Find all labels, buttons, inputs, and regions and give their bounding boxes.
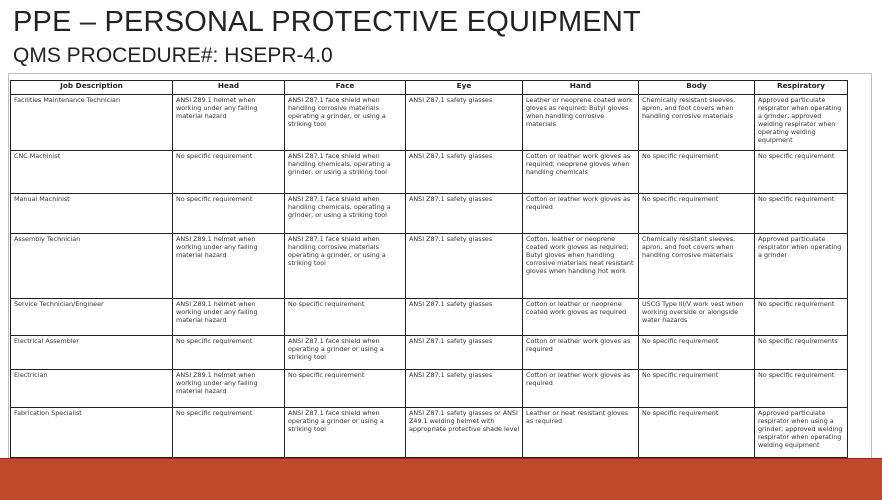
- cell-job: Electrical Assembler: [11, 336, 173, 370]
- cell-body: No specific requirement: [639, 370, 755, 408]
- table-row: [11, 194, 848, 234]
- cell-head: ANSI Z89.1 helmet when working under any falling material hazard: [173, 95, 285, 151]
- cell-hand: Leather or heat resistant gloves as required: [523, 408, 639, 458]
- cell-head: No specific requirement: [173, 151, 285, 194]
- cell-respiratory: No specific requirement: [755, 370, 848, 408]
- cell-eye: ANSI Z87.1 safety glasses: [406, 95, 523, 151]
- cell-respiratory: No specific requirements: [755, 336, 848, 370]
- header-respiratory: Respiratory: [755, 81, 848, 95]
- cell-eye: ANSI Z87.1 safety glasses: [406, 234, 523, 299]
- cell-head: ANSI Z89.1 helmet when working under any falling material hazard: [173, 234, 285, 299]
- header-body: Body: [639, 81, 755, 95]
- cell-respiratory: Approved particulate respirator when using a grinder; approved welding respirator when operating welding equipment: [755, 408, 848, 458]
- cell-head: No specific requirement: [173, 336, 285, 370]
- header-head: Head: [173, 81, 285, 95]
- header-job-description: Job Description: [11, 81, 173, 95]
- table-row: [11, 151, 848, 194]
- cell-respiratory: No specific requirement: [755, 151, 848, 194]
- cell-face: ANSI Z87.1 face shield when handling corrosive materials operating a grinder, or using a striking tool: [285, 234, 406, 299]
- cell-eye: ANSI Z87.1 safety glasses: [406, 151, 523, 194]
- cell-body: No specific requirement: [639, 194, 755, 234]
- cell-respiratory: No specific requirement: [755, 194, 848, 234]
- cell-eye: ANSI Z87.1 safety glasses or ANSI Z49.1 welding helmet with appropriate protective shade level: [406, 408, 523, 458]
- cell-job: Service Technician/Engineer: [11, 299, 173, 336]
- cell-hand: Cotton or leather work gloves as required; neoprene gloves when handling chemicals: [523, 151, 639, 194]
- cell-hand: Cotton or leather work gloves as required: [523, 336, 639, 370]
- cell-face: No specific requirement: [285, 299, 406, 336]
- table-row: [11, 336, 848, 370]
- cell-job: Facilities Maintenance Technician: [11, 95, 173, 151]
- cell-job: CNC Machinist: [11, 151, 173, 194]
- cell-face: No specific requirement: [285, 370, 406, 408]
- cell-head: ANSI Z89.1 helmet when working under any falling material hazard: [173, 370, 285, 408]
- cell-respiratory: Approved particulate respirator when operating a grinder: [755, 234, 848, 299]
- cell-head: No specific requirement: [173, 194, 285, 234]
- table-header-row: [11, 81, 848, 95]
- cell-body: Chemically resistant sleeves, apron, and foot covers when handling corrosive materials: [639, 95, 755, 151]
- header-hand: Hand: [523, 81, 639, 95]
- cell-eye: ANSI Z87.1 safety glasses: [406, 336, 523, 370]
- page-subtitle: QMS PROCEDURE#: HSEPR-4.0: [13, 44, 333, 67]
- cell-eye: ANSI Z87.1 safety glasses: [406, 194, 523, 234]
- cell-face: ANSI Z87.1 face shield when handling chemicals, operating a grinder, or using a striking tool: [285, 194, 406, 234]
- cell-body: USCG Type III/V work vest when working overside or alongside water hazards: [639, 299, 755, 336]
- cell-job: Manual Machinist: [11, 194, 173, 234]
- table-row: [11, 370, 848, 408]
- cell-body: No specific requirement: [639, 408, 755, 458]
- cell-eye: ANSI Z87.1 safety glasses: [406, 299, 523, 336]
- page-title: PPE – PERSONAL PROTECTIVE EQUIPMENT: [13, 6, 641, 38]
- header-face: Face: [285, 81, 406, 95]
- cell-body: No specific requirement: [639, 336, 755, 370]
- cell-respiratory: No specific requirement: [755, 299, 848, 336]
- cell-head: No specific requirement: [173, 408, 285, 458]
- cell-job: Electrician: [11, 370, 173, 408]
- cell-hand: Cotton, leather or neoprene coated work gloves as required; Butyl gloves when handling corrosive materials heat resistant gloves when handling hot work: [523, 234, 639, 299]
- cell-face: ANSI Z87.1 face shield when operating a grinder or using a striking tool: [285, 408, 406, 458]
- cell-hand: Leather or neoprene coated work gloves as required; Butyl gloves when handling corrosive materials: [523, 95, 639, 151]
- table-row: [11, 95, 848, 151]
- table-row: [11, 408, 848, 458]
- cell-face: ANSI Z87.1 face shield when handling corrosive materials operating a grinder, or using a striking tool: [285, 95, 406, 151]
- cell-hand: Cotton or leather or neoprene coated work gloves as required: [523, 299, 639, 336]
- cell-body: Chemically resistant sleeves, apron, and foot covers when handling corrosive materials: [639, 234, 755, 299]
- table-row: [11, 299, 848, 336]
- cell-eye: ANSI Z87.1 safety glasses: [406, 370, 523, 408]
- cell-face: ANSI Z87.1 face shield when operating a grinder or using a striking tool: [285, 336, 406, 370]
- cell-face: ANSI Z87.1 face shield when handling chemicals, operating a grinder, or using a striking tool: [285, 151, 406, 194]
- footer-accent-bar: [0, 458, 882, 500]
- cell-hand: Cotton or leather work gloves as required: [523, 370, 639, 408]
- cell-job: Fabrication Specialist: [11, 408, 173, 458]
- table-row: [11, 234, 848, 299]
- footer-bar-edge: [0, 458, 882, 459]
- cell-hand: Cotton or leather work gloves as required: [523, 194, 639, 234]
- cell-body: No specific requirement: [639, 151, 755, 194]
- ppe-table: [10, 80, 848, 458]
- cell-head: ANSI Z89.1 helmet when working under any falling material hazard: [173, 299, 285, 336]
- cell-job: Assembly Technician: [11, 234, 173, 299]
- header-eye: Eye: [406, 81, 523, 95]
- cell-respiratory: Approved particulate respirator when operating a grinder; approved welding respirator when operating welding equipment: [755, 95, 848, 151]
